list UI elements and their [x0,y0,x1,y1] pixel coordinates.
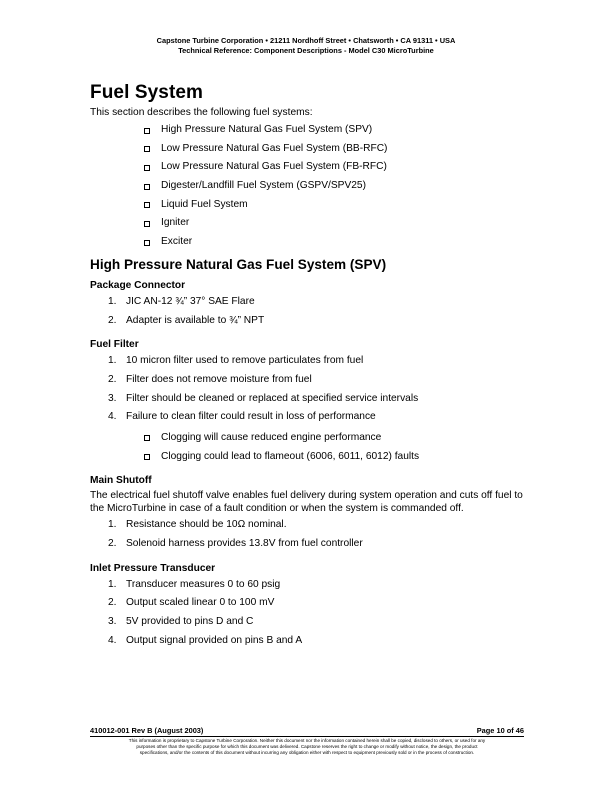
list-item: Clogging could lead to flameout (6006, 6011, 6012) faults [90,450,530,469]
section-title: Fuel System [90,82,204,103]
main-shutoff-heading: Main Shutoff [90,475,152,487]
page-footer [90,725,524,756]
list-item: 1. 10 micron filter used to remove particulates from fuel [108,355,364,367]
page-header [0,36,612,56]
section-intro: This section describes the following fuel systems: [90,107,313,118]
header-doc-title: Technical Reference: Component Descriptions - Model C30 MicroTurbine [178,46,434,55]
checkbox-bullet-icon [144,165,150,171]
checkbox-bullet-icon [144,221,150,227]
checkbox-bullet-icon [144,435,150,441]
list-item: Exciter [90,235,530,254]
fuel-systems-list [90,123,530,254]
checkbox-bullet-icon [144,184,150,190]
list-item: 2. Filter does not remove moisture from fuel [108,373,312,385]
list-item: 1. Resistance should be 10Ω nominal. [108,519,287,531]
checkbox-bullet-icon [144,202,150,208]
checkbox-bullet-icon [144,454,150,460]
list-item: Low Pressure Natural Gas Fuel System (BB-RFC) [90,142,530,161]
checkbox-bullet-icon [144,146,150,152]
proprietary-notice: This information is proprietary to Capstone Turbine Corporation. Neither this document nor the information contained herein shall be copied, disclosed to others, or used for any purposes other than the specific purpose for which this document was delivered. Capstone reserves the right to change or modify without notice, the design, the product specifications, and/or the contents of this document without incurring any obligation either with respect to equipment previously sold or in the process of construction. [128,738,486,755]
fuel-filter-sublist [90,431,530,468]
page-number: Page 10 of 46 [476,726,524,735]
list-item: Low Pressure Natural Gas Fuel System (FB-RFC) [90,160,530,179]
page-content [90,82,530,652]
list-item: Digester/Landfill Fuel System (GSPV/SPV25) [90,179,530,198]
list-item: 2. Output scaled linear 0 to 100 mV [108,597,275,609]
inlet-pressure-heading: Inlet Pressure Transducer [90,562,216,574]
list-item: 4. Failure to clean filter could result in loss of performance [108,411,376,423]
fuel-filter-list [90,354,530,429]
checkbox-bullet-icon [144,240,150,246]
document-id: 410012-001 Rev B (August 2003) [90,726,204,735]
list-item: Igniter [90,216,530,235]
list-item: 4. Output signal provided on pins B and A [108,634,303,646]
list-item: 2. Solenoid harness provides 13.8V from fuel controller [108,538,363,549]
list-item: High Pressure Natural Gas Fuel System (SPV) [90,123,530,142]
header-company-line: Capstone Turbine Corporation • 21211 Nordhoff Street • Chatsworth • CA 91311 • USA [156,36,456,45]
list-item: 2. Adapter is available to ¾” NPT [108,314,265,326]
list-item: 3. Filter should be cleaned or replaced at specified service intervals [108,392,419,404]
list-item: 1. Transducer measures 0 to 60 psig [108,578,281,590]
package-connector-heading: Package Connector [90,279,186,291]
list-item: Clogging will cause reduced engine performance [90,431,530,450]
list-item: 3. 5V provided to pins D and C [108,616,254,628]
package-connector-list [90,295,530,332]
main-shutoff-paragraph: The electrical fuel shutoff valve enables fuel delivery during system operation and cuts off fuel to the MicroTurbine in case of a fault condition or when the system is commanded off. [90,490,523,515]
footer-line [90,725,524,736]
checkbox-bullet-icon [144,128,150,134]
list-item: Liquid Fuel System [90,198,530,217]
footer-divider [90,736,524,737]
fuel-filter-heading: Fuel Filter [90,339,139,351]
main-shutoff-list [90,518,530,555]
inlet-pressure-list [90,578,530,653]
spv-section-title: High Pressure Natural Gas Fuel System (SPV) [90,256,387,272]
list-item: 1. JIC AN-12 ¾” 37° SAE Flare [108,295,255,307]
